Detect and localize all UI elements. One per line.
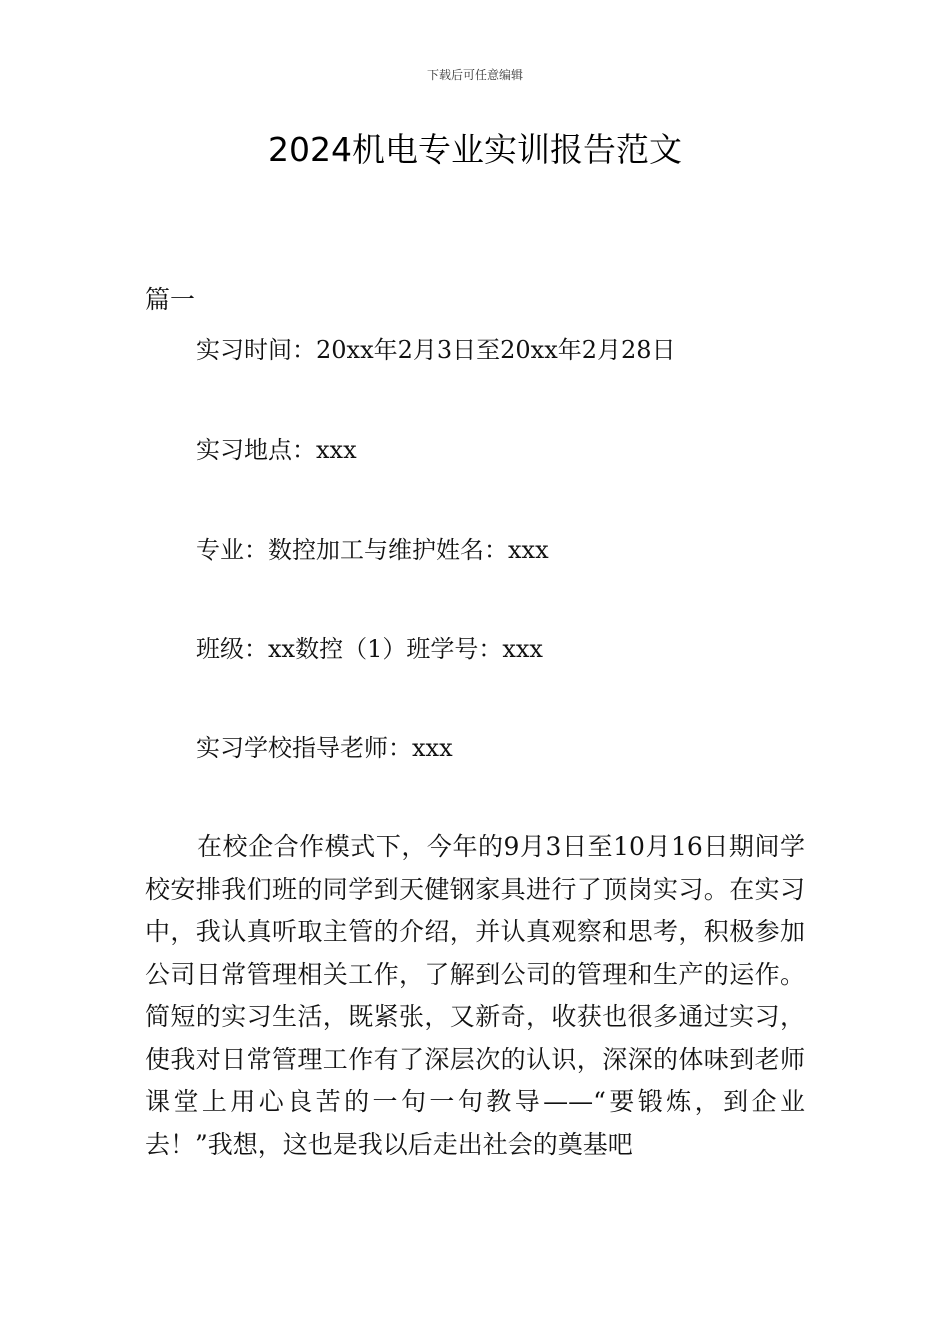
info-internship-location: 实习地点：xxx [196, 436, 357, 464]
body-paragraph: 在校企合作模式下，今年的9月3日至10月16日期间学校安排我们班的同学到天健钢家具进行了顶岗实习。在实习中，我认真听取主管的介绍，并认真观察和思考，积极参加公司日常管理相关工作，了解到公司的管理和生产的运作。简短的实习生活，既紧张，又新奇，收获也很多通过实习，使我对日常管理工作有了深层次的认识，深深的体味到老师课堂上用心良苦的一句一句教导——“要锻炼，到企业去！”我想，这也是我以后走出社会的奠基吧 [145, 832, 805, 1159]
info-class-id: 班级：xx数控（1）班学号：xxx [196, 635, 543, 663]
document-title: 2024机电专业实训报告范文 [268, 130, 682, 169]
section-label: 篇一 [145, 285, 196, 314]
info-internship-time: 实习时间：20xx年2月3日至20xx年2月28日 [196, 336, 676, 364]
info-major-name: 专业：数控加工与维护姓名：xxx [196, 536, 549, 564]
info-supervisor: 实习学校指导老师：xxx [196, 734, 453, 762]
header-note: 下载后可任意编辑 [426, 68, 523, 82]
